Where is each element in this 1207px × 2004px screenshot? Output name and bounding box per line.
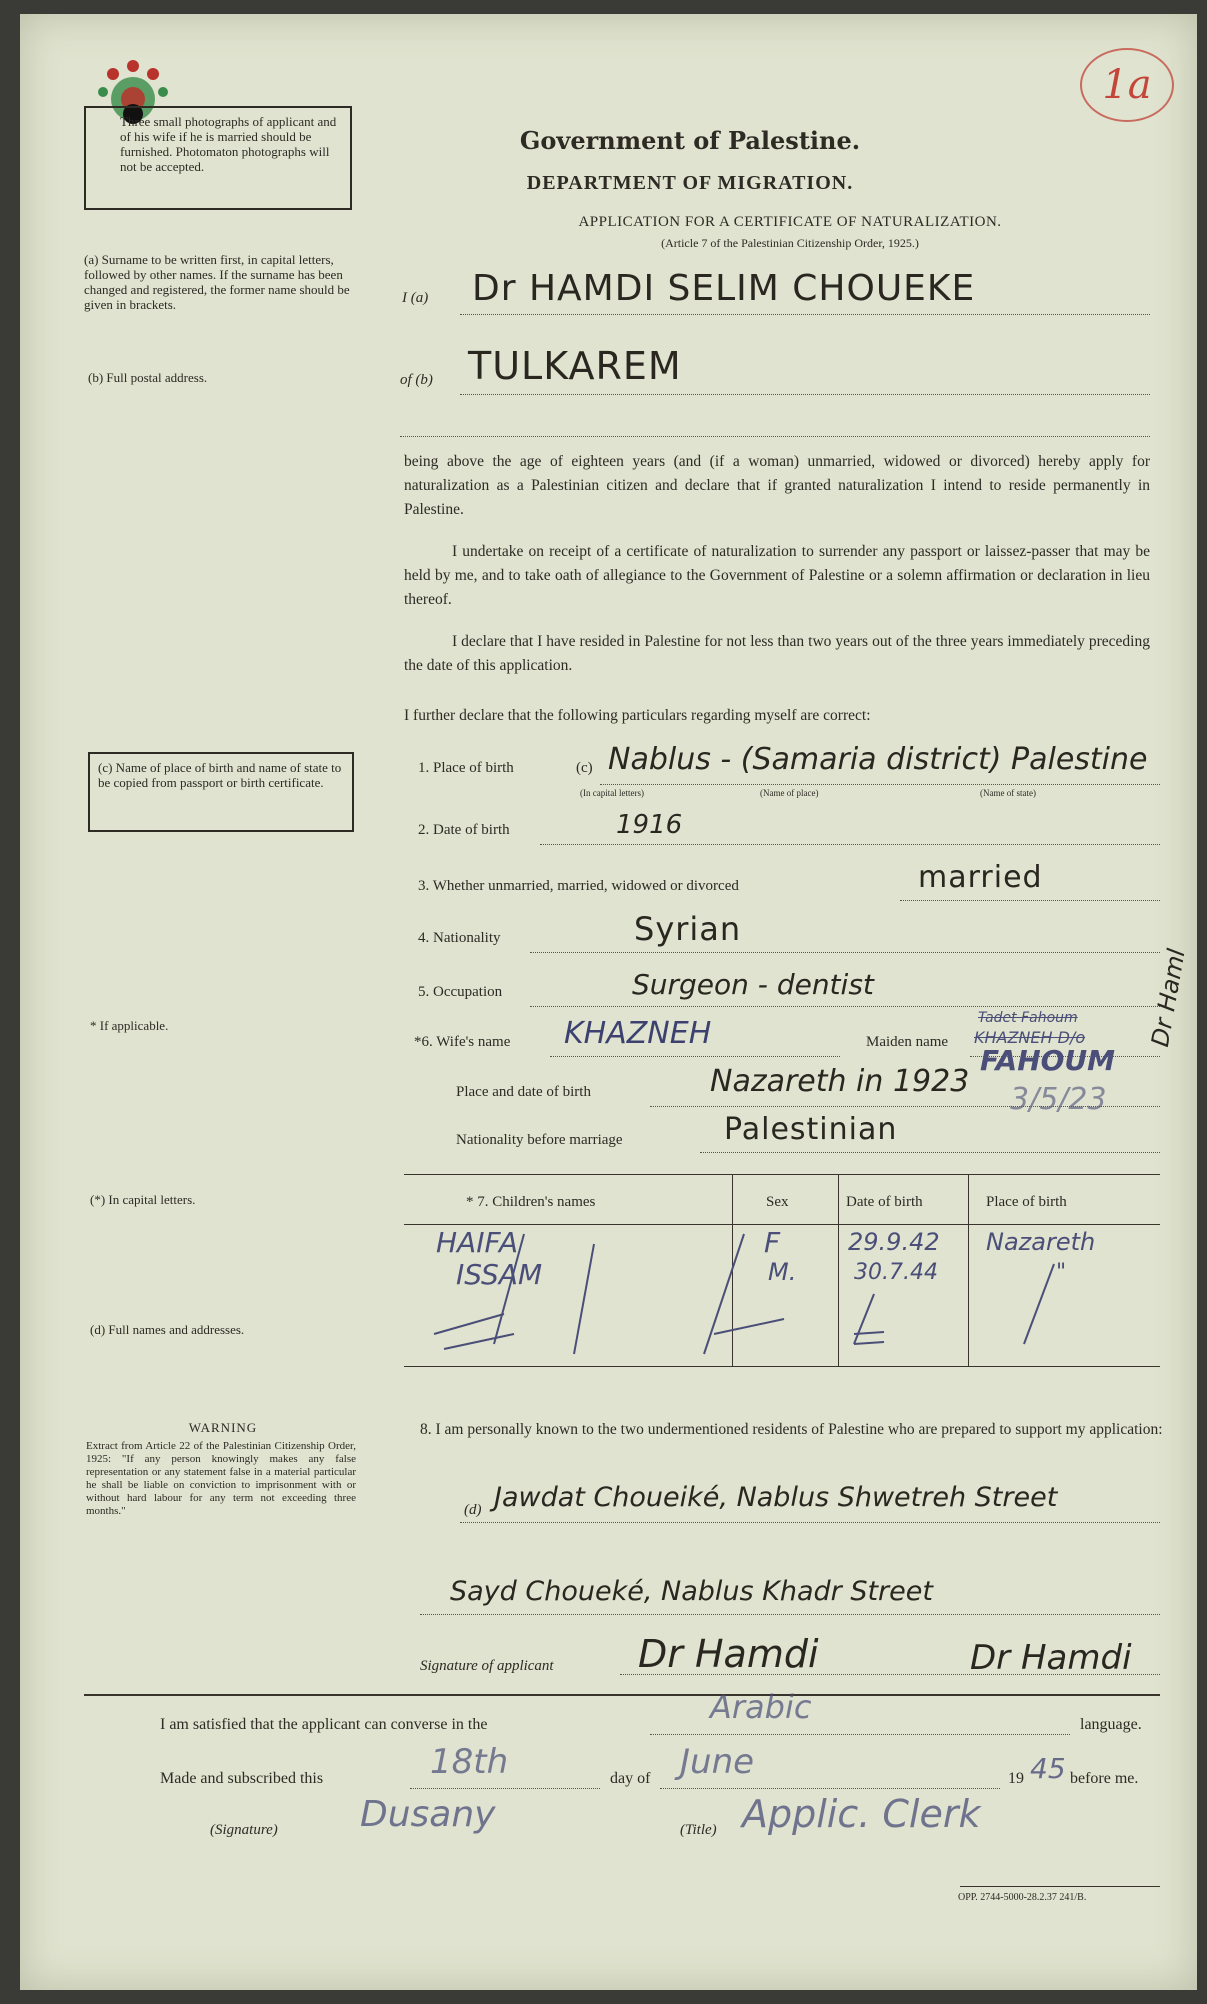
applicant-address: TULKAREM (468, 344, 682, 388)
q1-sub-place: (Name of place) (760, 788, 819, 798)
declaration-paragraph-3: I declare that I have resided in Palestine for not less than two years out of the three years immediately preceding the date of this application. (404, 633, 1150, 674)
birth-place-note: (c) Name of place of birth and name of state to be copied from passport or birth certificate. (88, 752, 354, 832)
surname-note: (a) Surname to be written first, in capital letters, followed by other names. If the surname has been changed and registered, the former name should be given in brackets. (84, 252, 350, 312)
maiden-name-value: FAHOUM (980, 1044, 1116, 1077)
q1-sub-state: (Name of state) (980, 788, 1036, 798)
print-code: OPP. 2744-5000-28.2.37 241/B. (958, 1892, 1087, 1903)
applicant-signature-label: Signature of applicant (420, 1658, 554, 1674)
child-2-sex: M. (768, 1258, 797, 1286)
day-of-text: day of (610, 1770, 651, 1787)
q2-birth-date: 1916 (616, 810, 683, 840)
maiden-name-crossed-top: Tadet Fahoum (978, 1010, 1078, 1026)
made-subscribed-text: Made and subscribed this (160, 1770, 324, 1787)
q2-label: 2. Date of birth (418, 822, 510, 838)
page-number-stamp: 1a (1080, 48, 1174, 122)
q3-marital-status: married (918, 860, 1043, 895)
application-title: APPLICATION FOR A CERTIFICATE OF NATURALIZATION. (578, 214, 1002, 230)
children-header-pob: Place of birth (986, 1194, 1067, 1210)
child-1-dob: 29.9.42 (848, 1228, 940, 1256)
children-header-dob: Date of birth (846, 1194, 923, 1210)
child-2-dob: 30.7.44 (854, 1260, 938, 1285)
children-header-names: * 7. Children's names (466, 1194, 596, 1210)
applicant-signature-2: Dr Hamdi (970, 1638, 1132, 1678)
declaration-paragraph-1: being above the age of eighteen years (and (if a woman) unmarried, widowed or divorced) hereby apply for naturalization as a Palestinian citizen and declare that if granted naturalization I intend to reside permanently in Palestine. (404, 453, 1150, 518)
address-prefix: of (b) (400, 372, 433, 388)
applicant-name: Dr HAMDI SELIM CHOUEKE (472, 268, 976, 309)
q6-wife-name: KHAZNEH (564, 1016, 712, 1051)
q5-label: 5. Occupation (418, 984, 503, 1000)
wife-nationality-value: Palestinian (724, 1112, 898, 1147)
converse-language: Arabic (710, 1688, 812, 1726)
q4-nationality: Syrian (634, 910, 742, 948)
referees-intro: 8. I am personally known to the two undermentioned residents of Palestine who are prepared to support my application: (420, 1421, 1163, 1438)
maiden-name-label: Maiden name (866, 1034, 949, 1050)
wife-birth-value: Nazareth in 1923 (710, 1064, 970, 1099)
before-me-text: before me. (1070, 1770, 1139, 1787)
children-header-sex: Sex (766, 1194, 789, 1210)
child-2-name: ISSAM (456, 1258, 543, 1291)
maiden-name-crossed: KHAZNEH D/o (974, 1028, 1086, 1047)
child-1-pob: Nazareth (986, 1228, 1096, 1256)
article-reference: (Article 7 of the Palestinian Citizenship Order, 1925.) (661, 236, 919, 250)
if-applicable-note: * If applicable. (90, 1018, 169, 1033)
declaration-paragraph-4: I further declare that the following particulars regarding myself are correct: (404, 707, 871, 724)
wife-birth-label: Place and date of birth (456, 1084, 591, 1100)
declaration-paragraph-2: I undertake on receipt of a certificate of naturalization to surrender any passport or laissez-passer that may be held by me, and to take oath of allegiance to the Government of Palestine or a solemn affirmation or declaration in lieu thereof. (404, 543, 1150, 608)
child-2-pob: " (1056, 1260, 1067, 1285)
official-title: Applic. Clerk (742, 1792, 981, 1836)
wife-birth-date: 3/5/23 (1010, 1082, 1107, 1117)
applicant-signature: Dr Hamdi (638, 1632, 819, 1676)
child-1-sex: F (764, 1226, 781, 1259)
subscribed-year: 45 (1030, 1752, 1066, 1785)
official-signature-label: (Signature) (210, 1822, 278, 1838)
referee-marker: (d) (464, 1502, 482, 1518)
postal-note: (b) Full postal address. (88, 370, 208, 385)
margin-initials: Dr Haml (1146, 946, 1191, 1049)
subscribed-month: June (680, 1742, 755, 1782)
child-1-name: HAIFA (436, 1226, 519, 1259)
wife-nationality-label: Nationality before marriage (456, 1132, 623, 1148)
capital-letters-note: (*) In capital letters. (90, 1192, 196, 1207)
full-names-note: (d) Full names and addresses. (90, 1322, 245, 1337)
subscribed-day: 18th (430, 1742, 509, 1782)
q1-birth-place: Nablus - (Samaria district) Palestine (608, 742, 1148, 777)
q1-sub-capital: (In capital letters) (580, 788, 644, 798)
q3-label: 3. Whether unmarried, married, widowed or divorced (418, 878, 739, 894)
photographs-note: Three small photographs of applicant and of his wife if he is married should be furnished. Photomaton photographs will not be accepted. (84, 106, 352, 210)
warning-title: WARNING (188, 1420, 258, 1435)
warning-text: Extract from Article 22 of the Palestinian Citizenship Order, 1925: "If any person knowingly makes any false representation or any statement false in a material particular he shall be liable on conviction to imprisonment with or without hard labour for any term not exceeding three months." (86, 1440, 356, 1517)
language-label: language. (1080, 1716, 1142, 1733)
official-title-label: (Title) (680, 1822, 717, 1838)
department-title: DEPARTMENT OF MIGRATION. (526, 172, 854, 194)
year-prefix: 19 (1008, 1770, 1024, 1787)
government-title: Government of Palestine. (519, 126, 861, 155)
referee-1: Jawdat Choueiké, Nablus Shwetreh Street (494, 1482, 1058, 1513)
q5-occupation: Surgeon - dentist (632, 968, 874, 1001)
official-signature: Dusany (360, 1794, 496, 1835)
q1-marker: (c) (576, 760, 593, 776)
name-prefix: I (a) (402, 290, 429, 306)
q1-label: 1. Place of birth (418, 760, 514, 776)
document-page (20, 14, 1197, 1990)
converse-text: I am satisfied that the applicant can converse in the (160, 1716, 488, 1733)
referee-2: Sayd Choueké, Nablus Khadr Street (450, 1576, 933, 1607)
q4-label: 4. Nationality (418, 930, 501, 946)
q6-label: *6. Wife's name (414, 1034, 511, 1050)
children-strike-marks (404, 1224, 1160, 1366)
